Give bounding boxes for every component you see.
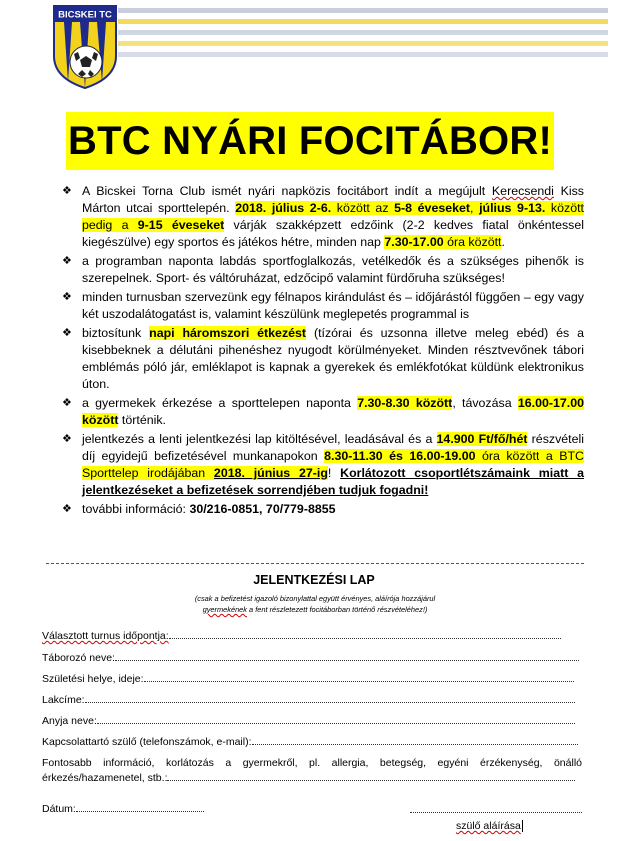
field-contact-parent[interactable] xyxy=(42,734,578,749)
bullet-item xyxy=(62,183,584,251)
bullet-item xyxy=(62,289,584,323)
bullet-text: 2018. június 27-ig xyxy=(213,466,328,480)
field-input-line[interactable] xyxy=(97,713,575,724)
field-label: Születési helye, ideje: xyxy=(42,673,144,685)
bullet-text: . xyxy=(501,235,505,249)
field-input-line[interactable] xyxy=(167,770,575,781)
field-input-line[interactable] xyxy=(144,671,574,682)
field-label: Kapcsolattartó szülő (telefonszámok, e-mail): xyxy=(42,736,252,748)
bullet-text: a BTC Sporttelep irodájában xyxy=(82,449,585,480)
diamond-bullet-icon: ❖ xyxy=(62,291,72,303)
bullet-text: Korlátozott csoportlétszámaink miatt a jelentkezéseket a befizetések sorrendjében tudjuk fogadni! xyxy=(82,466,585,497)
page-title: BTC NYÁRI FOCITÁBOR! xyxy=(66,112,554,170)
header-stripe xyxy=(118,19,608,24)
field-input-line[interactable] xyxy=(76,801,204,812)
bullet-text: a programban naponta labdás sportfoglalkozás, vetélkedők és a szükséges pihenők is szerepelnek. Sport- és váltóruházat, edzőcipő valamint fürdőruha szükséges! xyxy=(82,254,584,285)
header-stripe xyxy=(118,52,608,57)
field-label: Fontosabb információ, korlátozás a gyermekről, pl. allergia, betegség, egyéni érzékenység, önálló érkezés/hazamenetel, stb.: xyxy=(42,757,582,784)
signature-label xyxy=(456,820,523,832)
bullet-text: biztosítunk xyxy=(82,326,150,340)
field-input-line[interactable] xyxy=(115,650,579,661)
header-stripe xyxy=(118,8,608,13)
bullet-item xyxy=(62,253,584,287)
crest-text: BICSKEI TC xyxy=(58,9,112,21)
bullet-text: között az xyxy=(331,201,395,215)
bullet-text: között pedig a xyxy=(82,201,584,232)
cut-line-divider xyxy=(46,563,584,564)
field-label: Táborozó neve: xyxy=(42,652,115,664)
bullet-text: óra között xyxy=(443,235,502,249)
header-decoration xyxy=(118,8,608,70)
bullet-text: napi háromszori étkezést xyxy=(149,326,307,340)
form-note-line xyxy=(150,604,480,615)
form-note-line: (csak a befizetést igazoló bizonylattal együtt érvényes, aláírója hozzájárul xyxy=(194,594,436,603)
note-rest: a fent részletezett focitáborban történő részvételéhez!) xyxy=(247,605,428,614)
field-camper-name[interactable] xyxy=(42,650,579,665)
bullet-text: július 9-13. xyxy=(479,201,546,215)
field-turnus[interactable] xyxy=(42,628,561,643)
field-input-line[interactable] xyxy=(252,734,578,745)
diamond-bullet-icon: ❖ xyxy=(62,433,72,445)
diamond-bullet-icon: ❖ xyxy=(62,255,72,267)
bullet-text: között xyxy=(409,396,453,410)
field-label: Dátum: xyxy=(42,803,76,815)
signature-label-text: szülő aláírása xyxy=(456,820,521,832)
diamond-bullet-icon: ❖ xyxy=(62,327,72,339)
bullet-text: 30/216-0851, 70/779-8855 xyxy=(189,502,336,516)
bullet-text: , távozása xyxy=(452,396,518,410)
field-important-info[interactable] xyxy=(42,756,582,785)
field-birth[interactable] xyxy=(42,671,574,686)
club-crest-ball-icon xyxy=(52,4,118,90)
bullet-text: 9-15 éveseket xyxy=(137,218,225,232)
bullet-text: a gyermekek érkezése a sporttelepen naponta xyxy=(82,396,358,410)
diamond-bullet-icon: ❖ xyxy=(62,503,72,515)
bullet-text: minden turnusban szervezünk egy félnapos kirándulást és – időjárástól függően – egy vagy két uszodalátogatást is, valamint készülünk meglepetés programmal is xyxy=(82,290,584,321)
signature-line[interactable] xyxy=(410,812,582,813)
bullet-text: részvételi díj egyidejű befizetésével munkanapokon xyxy=(82,432,585,463)
bullet-text: 7.30-17.00 xyxy=(384,235,444,249)
field-address[interactable] xyxy=(42,692,575,707)
bullet-text: Kiss Márton utcai sporttelepén. xyxy=(82,184,584,215)
field-mother-name[interactable] xyxy=(42,713,575,728)
diamond-bullet-icon: ❖ xyxy=(62,185,72,197)
bullet-text: A Bicskei Torna Club ismét nyári napközis focitábort indít a megújult xyxy=(82,184,492,198)
text-cursor xyxy=(522,820,523,832)
bullet-text: 16.00-17.00 között xyxy=(82,396,585,427)
header-stripe xyxy=(118,41,608,46)
form-note xyxy=(150,593,480,615)
bullet-text: történik. xyxy=(118,413,167,427)
bullet-text: 7.30-8.30 xyxy=(357,396,410,410)
bullet-text: várják szakképzett edzőink (2-2 kedves fiatal önkéntessel kiegészülve) egy sportos és játékos hétre, minden nap xyxy=(82,218,584,249)
bullet-text: óra között xyxy=(475,449,540,463)
bullet-text: (tízórai és uzsonna illetve meleg ebéd) és a kisebbeknek a délutáni pihenéshez nyugodt körülményeket. Minden résztvevőnek tábori emblémás póló jár, emléklapot is kapnak a gyerekek és emlékfotókat küldünk elektronikus úton. xyxy=(82,326,585,391)
info-bullet-list xyxy=(62,183,584,520)
diamond-bullet-icon: ❖ xyxy=(62,397,72,409)
bullet-text: ! xyxy=(327,466,341,480)
field-label: Anyja neve: xyxy=(42,715,97,727)
bullet-item xyxy=(62,431,584,499)
bullet-item xyxy=(62,395,584,429)
bullet-text: jelentkezés a lenti jelentkezési lap kitöltésével, leadásával és a xyxy=(82,432,437,446)
bullet-text: 8.30-11.30 és 16.00-19.00 xyxy=(324,449,476,463)
bullet-text: további információ: xyxy=(82,502,190,516)
field-label: Lakcíme: xyxy=(42,694,85,706)
bullet-text: , xyxy=(470,201,480,215)
bullet-item xyxy=(62,325,584,393)
bullet-text: 2018. július 2-6. xyxy=(235,201,332,215)
form-title: JELENTKEZÉSI LAP xyxy=(253,573,375,587)
note-word: gyermekének xyxy=(202,605,247,614)
field-input-line[interactable] xyxy=(169,628,561,639)
field-label: Választott turnus időpontja: xyxy=(42,630,169,642)
header-stripe xyxy=(118,30,608,35)
field-input-line[interactable] xyxy=(85,692,575,703)
bullet-text: 14.900 Ft/fő/hét xyxy=(436,432,528,446)
bullet-item xyxy=(62,501,584,518)
bullet-text: 5-8 éveseket xyxy=(394,201,471,215)
field-date[interactable] xyxy=(42,801,204,816)
bullet-text: Kerecsendi xyxy=(491,184,554,198)
